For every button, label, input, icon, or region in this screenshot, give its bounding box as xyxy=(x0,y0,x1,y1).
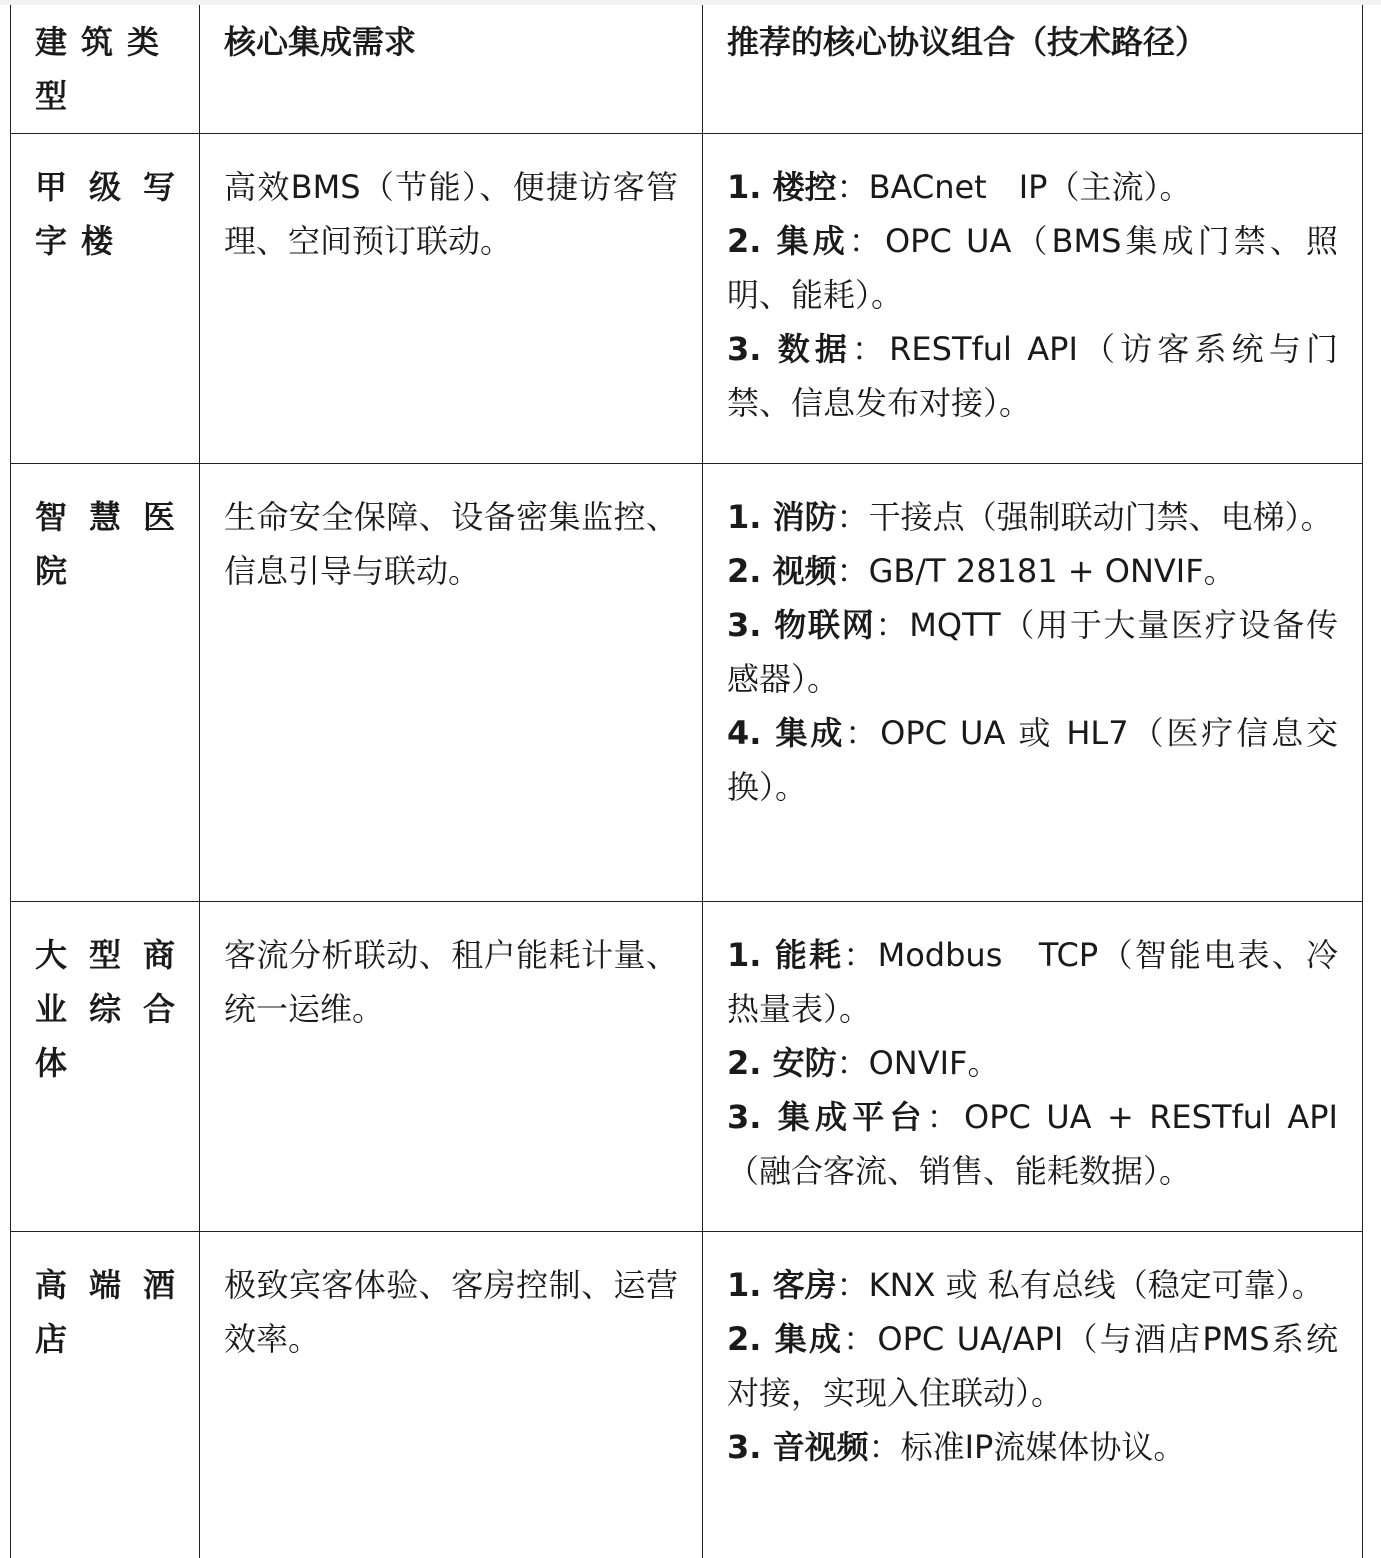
protocol-path-cell xyxy=(703,1232,1363,1558)
building-type-cell: 智慧医院 xyxy=(11,464,200,902)
protocol-item-text: ：ONVIF。 xyxy=(837,1044,1000,1082)
protocol-item-label: 3. 音视频 xyxy=(727,1428,869,1466)
protocol-item-text: ：BACnet IP（主流）。 xyxy=(837,168,1192,206)
protocol-item xyxy=(727,1258,1338,1312)
protocol-item xyxy=(727,598,1338,706)
protocol-item xyxy=(727,706,1338,814)
protocol-path-cell xyxy=(703,464,1363,902)
building-type-cell: 甲级写字楼 xyxy=(11,134,200,464)
protocol-item-text: ：Modbus TCP（智能电表、冷热量表）。 xyxy=(727,936,1338,1028)
protocol-item xyxy=(727,322,1338,430)
protocol-path-cell xyxy=(703,902,1363,1232)
protocol-item-label: 3. 物联网 xyxy=(727,606,876,644)
protocol-item-text: ：KNX 或 私有总线（稳定可靠）。 xyxy=(837,1266,1324,1304)
protocol-item xyxy=(727,160,1338,214)
header-core-needs: 核心集成需求 xyxy=(200,5,703,134)
protocol-item-label: 2. 集成 xyxy=(727,222,849,260)
header-building-type: 建筑类型 xyxy=(11,5,200,134)
protocol-item-text: ：标准IP流媒体协议。 xyxy=(869,1428,1186,1466)
protocol-item xyxy=(727,214,1338,322)
building-type-cell: 大型商业综合体 xyxy=(11,902,200,1232)
protocol-item-label: 1. 消防 xyxy=(727,498,837,536)
protocol-item-label: 2. 安防 xyxy=(727,1044,837,1082)
header-row xyxy=(11,5,1363,134)
protocol-item-label: 4. 集成 xyxy=(727,714,845,752)
protocol-path-cell xyxy=(703,134,1363,464)
protocol-item-text: ：GB/T 28181 + ONVIF。 xyxy=(837,552,1236,590)
protocol-item-text: ：OPC UA 或 HL7（医疗信息交换）。 xyxy=(727,714,1338,806)
protocol-item xyxy=(727,1036,1338,1090)
core-needs-cell: 极致宾客体验、客房控制、运营效率。 xyxy=(200,1232,703,1558)
protocol-item-text: ：OPC UA（BMS集成门禁、照明、能耗）。 xyxy=(727,222,1338,314)
protocol-item xyxy=(727,1090,1338,1198)
protocol-item-label: 2. 集成 xyxy=(727,1320,843,1358)
protocol-item xyxy=(727,1420,1338,1474)
protocol-item-label: 3. 集成平台 xyxy=(727,1098,927,1136)
protocol-item-label: 1. 能耗 xyxy=(727,936,843,974)
protocol-item-text: ：OPC UA/API（与酒店PMS系统对接，实现入住联动）。 xyxy=(727,1320,1338,1412)
protocol-item xyxy=(727,928,1338,1036)
protocol-item-label: 2. 视频 xyxy=(727,552,837,590)
table-row xyxy=(11,902,1363,1232)
table-row xyxy=(11,1232,1363,1558)
protocol-item-text: ：RESTful API（访客系统与门禁、信息发布对接）。 xyxy=(727,330,1338,422)
building-type-cell: 高端酒店 xyxy=(11,1232,200,1558)
protocol-item xyxy=(727,490,1338,544)
core-needs-cell: 高效BMS（节能）、便捷访客管理、空间预订联动。 xyxy=(200,134,703,464)
protocol-item xyxy=(727,1312,1338,1420)
protocol-item xyxy=(727,544,1338,598)
protocol-table xyxy=(10,5,1363,1558)
header-protocol-path: 推荐的核心协议组合（技术路径） xyxy=(703,5,1363,134)
protocol-item-label: 1. 客房 xyxy=(727,1266,837,1304)
protocol-item-text: ：MQTT（用于大量医疗设备传感器）。 xyxy=(727,606,1338,698)
protocol-item-label: 1. 楼控 xyxy=(727,168,837,206)
protocol-item-text: ：干接点（强制联动门禁、电梯）。 xyxy=(837,498,1333,536)
table-row xyxy=(11,134,1363,464)
core-needs-cell: 生命安全保障、设备密集监控、信息引导与联动。 xyxy=(200,464,703,902)
table-row xyxy=(11,464,1363,902)
protocol-item-text: ：OPC UA + RESTful API（融合客流、销售、能耗数据）。 xyxy=(727,1098,1338,1190)
protocol-item-label: 3. 数据 xyxy=(727,330,852,368)
core-needs-cell: 客流分析联动、租户能耗计量、统一运维。 xyxy=(200,902,703,1232)
